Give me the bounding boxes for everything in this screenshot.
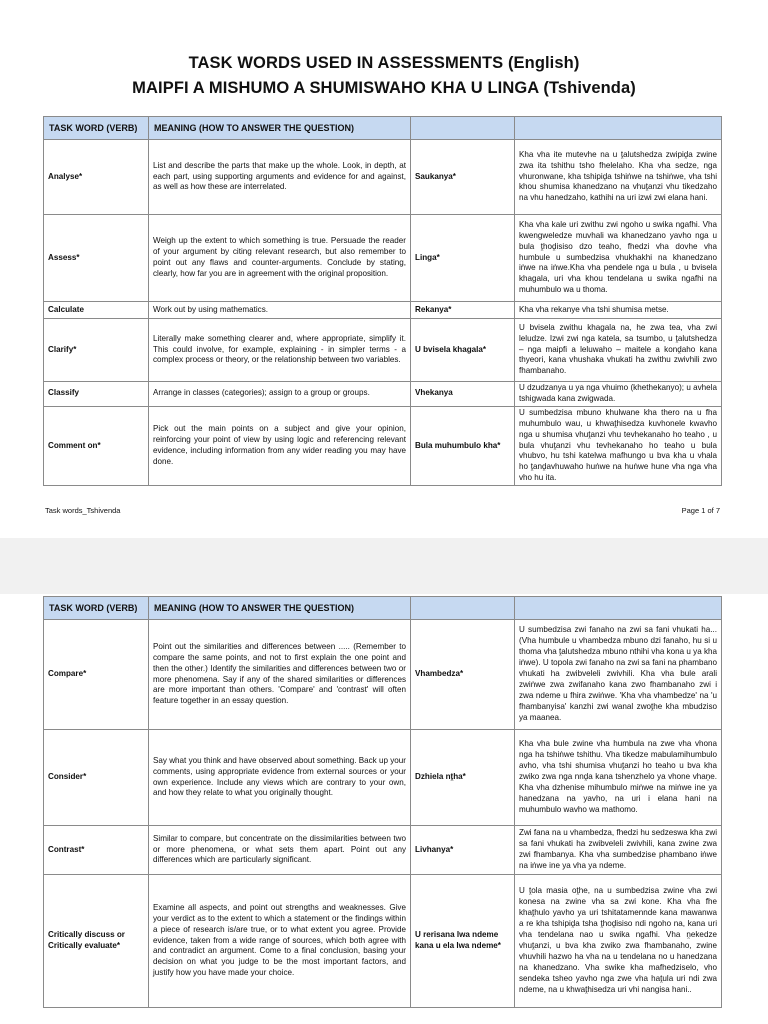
header-tshivenda-word	[411, 117, 515, 140]
footer-document-name: Task words_Tshivenda	[45, 506, 121, 515]
task-word: Assess*	[44, 215, 149, 302]
task-meaning: Examine all aspects, and point out strengths and weaknesses. Give your verdict as to the extent to which a statement or the findings within a piece of research is/are true, or to what extent you agree. Provide evidence, taken from a wide range of sources, which both agree with and contradict an argument. Come to a final conclusion, basing your decision on what you judge to be the most important factors, and justify how you have made your choice.	[149, 875, 411, 1008]
header-task-word: TASK WORD (VERB)	[44, 117, 149, 140]
tshivenda-meaning: U dzudzanya u ya nga vhuimo (khethekanyo); u avhela tshigwada kana zwigwada.	[515, 382, 722, 407]
table-row	[44, 730, 722, 826]
tshivenda-meaning: U bvisela zwithu khagala na, he zwa tea, vha zwi leludze. Izwi zwi nga katela, sa tsumbo, u ṱalutshedza – nga maipfi a leluwaho – maitele a konḓaho kana thyeori, kana vhushaka vhukati ha zwithu zwivhili zwo fhambanaho.	[515, 319, 722, 382]
task-words-table-page-1	[43, 116, 722, 486]
tshivenda-meaning: U ṱola masia oṱhe, na u sumbedzisa zwine vha zwi konesa na zwine vha sa zwi kone. Kha vha fhe khaṱhulo yavho ya uri tshitatamennde kana mawanwa a re kha tshipiḓa tsha ṱhoḓisiso ndi ngoho na, kana uri vha tendelana nao u swika ngafhi. Vha ṋekedze vhuṱanzi, u bva kha zwiko zwa fhambanaho, zwine vhuvhili hazwo ha vha na u tendelana no u hanedzana na khanedzano. Vha swike kha mafhedziselo, vho sendeka tsheo yavho nga zwe vha haṱula uri ndi zwa ndeme, na u khwaṱhisedza uri vhi nangisa hani..	[515, 875, 722, 1008]
header-tshivenda-meaning	[515, 117, 722, 140]
tshivenda-word: Livhanya*	[411, 826, 515, 875]
tshivenda-word: Dzhiela nṱha*	[411, 730, 515, 826]
tshivenda-word: Vhambedza*	[411, 620, 515, 730]
task-word: Contrast*	[44, 826, 149, 875]
tshivenda-word: Saukanya*	[411, 140, 515, 215]
task-word: Critically discuss or Critically evaluate*	[44, 875, 149, 1008]
task-meaning: Pick out the main points on a subject and give your opinion, reinforcing your point of view by using logic and referencing relevant evidence, including information from any wider reading you may have done.	[149, 406, 411, 485]
task-word: Clarify*	[44, 319, 149, 382]
table-row	[44, 406, 722, 485]
table-header-row	[44, 597, 722, 620]
table-row	[44, 319, 722, 382]
tshivenda-word: U rerisana lwa ndeme kana u ela lwa ndeme*	[411, 875, 515, 1008]
task-meaning: Literally make something clearer and, where appropriate, simplify it. This could involve, for example, explaining - in simpler terms - a complex process or theory, or the relationship between two variables.	[149, 319, 411, 382]
document-page-2	[0, 594, 768, 1024]
tshivenda-meaning: Kha vha ite mutevhe na u ṱalutshedza zwipiḓa zwine zwa ita tshithu tsho fhelelaho. Kha vha sedze, nga vhuronwane, kha tshipiḓa tshiṅwe na tshiṅwe, vha tshi khou shumisa khanedzano na vhuṱanzi vhu tikedzaho na vhu hanedzaho, kathihi na uri izwi zwi elana hani.	[515, 140, 722, 215]
task-word: Comment on*	[44, 406, 149, 485]
table-row	[44, 382, 722, 407]
task-meaning: Work out by using mathematics.	[149, 302, 411, 319]
tshivenda-meaning: Kha vha kale uri zwithu zwi ngoho u swika ngafhi. Vha kwengweledze muvhali wa khanedzano yavho nga u bula ṱhoḓisiso dzo teaho, fhedzi vha dovhe vha humbule u sumbedzisa vhukhakhi na khanedzano iṅwe na iṅwe.Kha vha pendele nga u bula , u bvisela khagala, uri vha khou tendelana u swika ngafhi na muhumbulo wa u thoma.	[515, 215, 722, 302]
tshivenda-meaning: Kha vha rekanye vha tshi shumisa metse.	[515, 302, 722, 319]
task-meaning: List and describe the parts that make up the whole. Look, in depth, at each part, using supporting arguments and evidence for and against, as well as how these are interrelated.	[149, 140, 411, 215]
table-header-row	[44, 117, 722, 140]
tshivenda-meaning: Kha vha bule zwine vha humbula na zwe vha vhona nga ha tshiṅwe tshithu. Vha tikedze mabulamihumbulo avho, vha tshi shumisa vhuṱanzi ho teaho u bva kha zwiko zwa nga nnḓa kana tshenzhelo ya vhone vhaṋe. Kha vha dzhenise mihumbulo miṅwe na miṅwe ine ya hanedzana na yavho, na uri i elana hani na muhumbulo wavho wa mathomo.	[515, 730, 722, 826]
task-word: Compare*	[44, 620, 149, 730]
table-row	[44, 140, 722, 215]
header-tshivenda-meaning	[515, 597, 722, 620]
tshivenda-meaning: U sumbedzisa mbuno khulwane kha thero na u fha muhumbulo wau, u khwaṱhisedza kuvhonele kwavho nga u shumisa vhuṱanzi vhu tevhekanaho ho teaho , u bula vhuṱanzi vhu tevhekanaho ho teaho u bula vhubvo, hu tshi katelwa mafhungo u bva kha u vhala ho ṱanḓavhuwaho huṅwe na huṅwe hune vha nga vha vho hu ita.	[515, 406, 722, 485]
table-row	[44, 302, 722, 319]
task-word: Consider*	[44, 730, 149, 826]
title-tshivenda: MAIPFI A MISHUMO A SHUMISWAHO KHA U LINGA (Tshivenda)	[132, 79, 636, 97]
table-row	[44, 826, 722, 875]
task-meaning: Point out the similarities and differences between ..... (Remember to compare the same points, and not to first explain the one point and then the other.) Identify the similarities and differences between two or more phenomena. Say if any of the shared similarities or differences are more important than others. 'Compare' and 'contrast' will often feature together in an essay question.	[149, 620, 411, 730]
task-word: Analyse*	[44, 140, 149, 215]
table-row	[44, 875, 722, 1008]
tshivenda-word: Bula muhumbulo kha*	[411, 406, 515, 485]
tshivenda-meaning: U sumbedzisa zwi fanaho na zwi sa fani vhukati ha... (Vha humbule u vhambedza mbuno dzi fanaho, hu si u thoma vha ṱalutshedza mbuno nthihi vha kona u ya kha iṅwe). U topola zwi fanaho na zwi sa fani na phambano vhukati ha zwibveleli zwivhili. Kha vha bule arali zwiṅwe zwa zwifanaho kana zwo fhambanaho zwi i zwa ndeme u fhira zwiṅwe. 'Kha vha vhambedze' na 'u fhambanyisa' kanzhi zwi wanal zwoṱhe kha mbudziso ya maanea.	[515, 620, 722, 730]
task-word: Classify	[44, 382, 149, 407]
header-task-word: TASK WORD (VERB)	[44, 597, 149, 620]
task-meaning: Weigh up the extent to which something is true. Persuade the reader of your argument by citing relevant research, but also remember to point out any flaws and counter-arguments. Conclude by stating, clearly, how far you are in agreement with the original proposition.	[149, 215, 411, 302]
tshivenda-meaning: Zwi fana na u vhambedza, fhedzi hu sedzeswa kha zwi sa fani vhukati ha zwibveleli zwivhili, kana zwine zwa zwi fhambanya. Kha vha sumbedzise phambano iṅwe na iṅwe ine ya vha ya ndeme.	[515, 826, 722, 875]
table-row	[44, 215, 722, 302]
footer-page-number: Page 1 of 7	[681, 506, 720, 515]
tshivenda-word: Rekanya*	[411, 302, 515, 319]
header-meaning: MEANING (HOW TO ANSWER THE QUESTION)	[149, 597, 411, 620]
table-row	[44, 620, 722, 730]
page-separator	[0, 538, 768, 594]
header-tshivenda-word	[411, 597, 515, 620]
task-meaning: Arrange in classes (categories); assign to a group or groups.	[149, 382, 411, 407]
tshivenda-word: Vhekanya	[411, 382, 515, 407]
tshivenda-word: U bvisela khagala*	[411, 319, 515, 382]
title-english: TASK WORDS USED IN ASSESSMENTS (English)	[188, 54, 580, 72]
task-meaning: Similar to compare, but concentrate on the dissimilarities between two or more phenomena, or what sets them apart. Point out any differences which are particularly significant.	[149, 826, 411, 875]
tshivenda-word: Linga*	[411, 215, 515, 302]
header-meaning: MEANING (HOW TO ANSWER THE QUESTION)	[149, 117, 411, 140]
task-word: Calculate	[44, 302, 149, 319]
task-meaning: Say what you think and have observed about something. Back up your comments, using appropriate evidence from external sources or your own experience. Include any views which are contrary to your own, and how they relate to what you originally thought.	[149, 730, 411, 826]
task-words-table-page-2	[43, 596, 722, 1008]
